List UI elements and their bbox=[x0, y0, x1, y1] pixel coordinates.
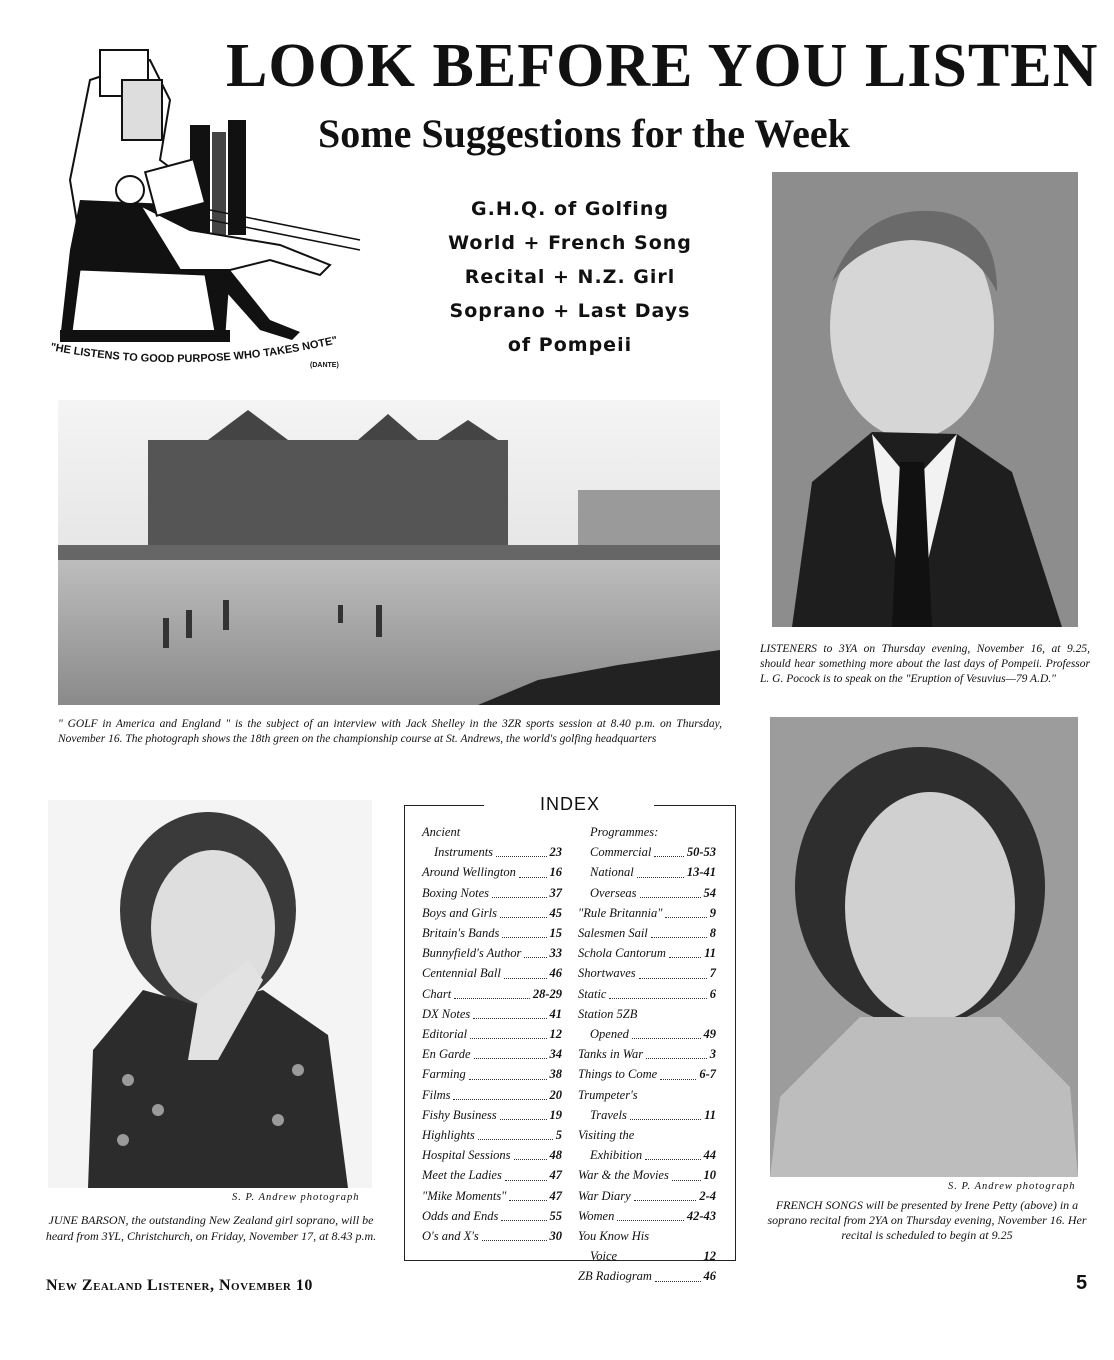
svg-text:"HE LISTENS TO GOOD PURPOSE WH bbox=[49, 334, 338, 365]
index-entry-label: Overseas bbox=[590, 885, 637, 900]
index-entry-label: Women bbox=[578, 1208, 615, 1223]
index-dot-leader bbox=[645, 1145, 700, 1160]
index-entry-page: 34 bbox=[549, 1047, 562, 1062]
index-entry-page: 38 bbox=[549, 1067, 562, 1082]
index-entry-page: 46 bbox=[549, 966, 562, 981]
index-entry-page: 45 bbox=[549, 905, 562, 920]
index-entry bbox=[422, 842, 562, 862]
index-entry-label: "Rule Britannia" bbox=[578, 905, 663, 920]
index-dot-leader bbox=[634, 1186, 697, 1201]
index-entry-label: Tanks in War bbox=[578, 1047, 644, 1062]
index-dot-leader bbox=[482, 1226, 547, 1241]
index-dot-leader bbox=[639, 963, 707, 978]
index-entry-page: 49 bbox=[703, 1027, 716, 1042]
index-entry-page: 11 bbox=[704, 946, 716, 961]
june-barson-photo bbox=[48, 800, 372, 1188]
index-dot-leader bbox=[469, 1064, 547, 1079]
index-entry-label: Fishy Business bbox=[422, 1107, 497, 1122]
irene-photo-credit: S. P. Andrew photograph bbox=[948, 1181, 1076, 1192]
index-dot-leader bbox=[470, 1024, 546, 1039]
index-entry bbox=[578, 1246, 716, 1266]
index-dot-leader bbox=[453, 1085, 546, 1100]
index-entry-label: DX Notes bbox=[422, 1006, 471, 1021]
index-dot-leader bbox=[660, 1064, 696, 1079]
index-entry-label: Editorial bbox=[422, 1027, 468, 1042]
index-entry-page: 13-41 bbox=[686, 865, 716, 880]
irene-caption: FRENCH SONGS will be presented by Irene Petty (above) in a soprano recital from 2YA on Thursday evening, November 16. Her recital is scheduled to begin at 9.25 bbox=[767, 1198, 1087, 1242]
index-entry bbox=[578, 1085, 716, 1105]
page-title: LOOK BEFORE YOU LISTEN bbox=[226, 32, 1099, 100]
index-dot-leader bbox=[505, 1165, 547, 1180]
index-entry bbox=[578, 1145, 716, 1165]
index-entry-label: Boys and Girls bbox=[422, 905, 497, 920]
index-entry bbox=[578, 963, 716, 983]
index-entry-page: 48 bbox=[549, 1148, 562, 1163]
index-entry-label: Britain's Bands bbox=[422, 926, 500, 941]
page-number: 5 bbox=[1076, 1272, 1088, 1294]
professor-photo-art bbox=[772, 172, 1078, 627]
index-entry-label: Boxing Notes bbox=[422, 885, 490, 900]
index-dot-leader bbox=[514, 1145, 547, 1160]
index-dot-leader bbox=[524, 943, 546, 958]
index-entry-label: Static bbox=[578, 986, 607, 1001]
teaser-line: Recital + N.Z. Girl bbox=[464, 266, 676, 288]
index-entry-label: "Mike Moments" bbox=[422, 1188, 507, 1203]
index-dot-leader bbox=[609, 984, 706, 999]
index-entry-label: Bunnyfield's Author bbox=[422, 946, 522, 961]
index-entry bbox=[578, 1105, 716, 1125]
index-entry-page: 47 bbox=[549, 1168, 562, 1183]
index-entry bbox=[578, 1064, 716, 1084]
index-dot-leader bbox=[500, 1105, 547, 1120]
index-column-left bbox=[422, 822, 562, 1246]
index-dot-leader bbox=[502, 923, 546, 938]
index-entry bbox=[422, 1125, 562, 1145]
cartoon-quote bbox=[44, 330, 374, 390]
teaser-block bbox=[440, 192, 700, 362]
index-entry bbox=[578, 903, 716, 923]
index-entry bbox=[578, 943, 716, 963]
index-entry bbox=[578, 1125, 716, 1145]
index-entry-label: Exhibition bbox=[590, 1148, 643, 1163]
index-entry-label: ZB Radiogram bbox=[578, 1269, 652, 1284]
index-entry-label: Visiting the bbox=[578, 1128, 635, 1143]
index-entry bbox=[422, 1186, 562, 1206]
index-entry-page: 41 bbox=[549, 1006, 562, 1021]
index-entry-page: 12 bbox=[549, 1027, 562, 1042]
index-dot-leader bbox=[632, 1024, 701, 1039]
index-entry-label: Farming bbox=[422, 1067, 466, 1082]
index-entry bbox=[422, 984, 562, 1004]
teaser-line: World + French Song bbox=[448, 232, 692, 254]
index-dot-leader bbox=[646, 1044, 707, 1059]
index-entry-label: En Garde bbox=[422, 1047, 471, 1062]
index-entry bbox=[578, 1186, 716, 1206]
index-dot-leader bbox=[655, 1266, 701, 1281]
cartoon-quote-curve bbox=[44, 330, 374, 390]
index-entry bbox=[578, 1206, 716, 1226]
index-dot-leader bbox=[637, 862, 684, 877]
index-dot-leader bbox=[504, 963, 547, 978]
index-entry bbox=[422, 1064, 562, 1084]
index-dot-leader bbox=[501, 1206, 546, 1221]
index-entry bbox=[578, 883, 716, 903]
index-entry-page: 47 bbox=[549, 1188, 562, 1203]
index-entry-label: Highlights bbox=[422, 1128, 475, 1143]
index-entry bbox=[422, 963, 562, 983]
index-entry-label: Things to Come bbox=[578, 1067, 658, 1082]
index-entry-page: 55 bbox=[549, 1208, 562, 1223]
quote-attribution: (DANTE) bbox=[310, 362, 339, 369]
index-entry-label: Films bbox=[422, 1087, 451, 1102]
index-entry-label: Meet the Ladies bbox=[422, 1168, 502, 1183]
golf-photo-art bbox=[58, 400, 720, 705]
index-entry bbox=[578, 1004, 716, 1024]
index-entry-page: 30 bbox=[549, 1229, 562, 1244]
index-entry-page: 54 bbox=[703, 885, 716, 900]
index-dot-leader bbox=[519, 862, 547, 877]
index-entry bbox=[422, 1044, 562, 1064]
index-entry-page: 11 bbox=[704, 1107, 716, 1122]
index-entry-label: Schola Cantorum bbox=[578, 946, 666, 961]
index-dot-leader bbox=[474, 1044, 547, 1059]
index-entry-label: Trumpeter's bbox=[578, 1087, 638, 1102]
index-dot-leader bbox=[454, 984, 530, 999]
index-entry-page: 23 bbox=[549, 845, 562, 860]
index-entry-page: 46 bbox=[703, 1269, 716, 1284]
index-entry bbox=[578, 984, 716, 1004]
quote-text: "HE LISTENS TO GOOD PURPOSE WHO TAKES NOTE" bbox=[49, 334, 339, 366]
index-entry-page: 7 bbox=[709, 966, 716, 981]
index-entry bbox=[578, 1165, 716, 1185]
page-subtitle: Some Suggestions for the Week bbox=[318, 111, 850, 156]
index-entry-page: 37 bbox=[549, 885, 562, 900]
index-entry-page: 50-53 bbox=[686, 845, 716, 860]
index-entry-page: 19 bbox=[549, 1107, 562, 1122]
index-dot-leader bbox=[672, 1165, 701, 1180]
index-entry bbox=[422, 1085, 562, 1105]
index-dot-leader bbox=[651, 923, 707, 938]
index-entry bbox=[578, 1024, 716, 1044]
golf-caption: " GOLF in America and England " is the subject of an interview with Jack Shelley in the 3ZR sports session at 8.40 p.m. on Thursday, November 16. The photograph shows the 18th green on the championship course at St. Andrews, the world's golfing headquarters bbox=[58, 718, 722, 745]
index-entry-page: 20 bbox=[549, 1087, 562, 1102]
index-entry bbox=[422, 1145, 562, 1165]
irene-petty-photo bbox=[770, 717, 1078, 1177]
index-entry-label: Ancient bbox=[422, 825, 461, 839]
index-entry bbox=[578, 862, 716, 882]
index-title: INDEX bbox=[539, 794, 600, 814]
index-entry-label: Around Wellington bbox=[422, 865, 516, 880]
professor-caption: LISTENERS to 3YA on Thursday evening, November 16, at 9.25, should hear something more about the last days of Pompeii. Professor L. G. Pocock is to speak on the "Eruption of Vesuvius—79 A.D." bbox=[760, 643, 1090, 685]
june-photo-credit: S. P. Andrew photograph bbox=[232, 1192, 360, 1203]
index-entry bbox=[422, 1206, 562, 1226]
index-entry bbox=[422, 1226, 562, 1246]
index-entry-label: Travels bbox=[590, 1107, 627, 1122]
index-entry bbox=[578, 923, 716, 943]
index-entry bbox=[422, 1024, 562, 1044]
index-dot-leader bbox=[640, 883, 701, 898]
index-entry-page: 6-7 bbox=[699, 1067, 716, 1082]
index-entry bbox=[578, 822, 716, 842]
index-entry bbox=[578, 1266, 716, 1286]
june-photo-art bbox=[48, 800, 372, 1188]
index-dot-leader bbox=[665, 903, 706, 918]
index-entry-page: 10 bbox=[703, 1168, 716, 1183]
teaser-line: Soprano + Last Days bbox=[449, 300, 691, 322]
index-entry-label: O's and X's bbox=[422, 1229, 479, 1244]
index-entry bbox=[422, 883, 562, 903]
index-entry-label: Shortwaves bbox=[578, 966, 636, 981]
index-entry bbox=[422, 1004, 562, 1024]
index-dot-leader bbox=[630, 1105, 701, 1120]
index-entry-label: Instruments bbox=[434, 845, 494, 860]
index-entry-page: 3 bbox=[709, 1047, 716, 1062]
professor-portrait-photo bbox=[772, 172, 1078, 627]
index-dot-leader bbox=[478, 1125, 553, 1140]
index-entry-label: Programmes: bbox=[590, 825, 659, 839]
index-dot-leader bbox=[473, 1004, 546, 1019]
index-entry bbox=[422, 1165, 562, 1185]
index-entry bbox=[422, 923, 562, 943]
index-dot-leader bbox=[492, 883, 546, 898]
index-entry-label: Commercial bbox=[590, 845, 652, 860]
index-dot-leader bbox=[500, 903, 547, 918]
index-entry-page: 15 bbox=[549, 926, 562, 941]
index-entry-label: Salesmen Sail bbox=[578, 926, 648, 941]
teaser-line: of Pompeii bbox=[507, 334, 633, 356]
index-entry-label: Voice bbox=[590, 1249, 618, 1264]
index-entry-label: Centennial Ball bbox=[422, 966, 501, 981]
publication-footer: New Zealand Listener, November 10 bbox=[46, 1277, 313, 1294]
index-dot-leader bbox=[654, 842, 683, 857]
index-entry-label: Hospital Sessions bbox=[422, 1148, 511, 1163]
index-entry bbox=[422, 862, 562, 882]
index-dot-leader bbox=[620, 1246, 700, 1261]
index-entry bbox=[422, 822, 562, 842]
index-entry-page: 33 bbox=[549, 946, 562, 961]
index-entry-page: 9 bbox=[709, 905, 716, 920]
teaser-line: G.H.Q. of Golfing bbox=[471, 198, 669, 220]
index-entry-label: War & the Movies bbox=[578, 1168, 669, 1183]
index-entry-page: 2-4 bbox=[699, 1188, 716, 1203]
index-entry-page: 12 bbox=[703, 1249, 716, 1264]
index-entry-page: 44 bbox=[703, 1148, 716, 1163]
index-entry-label: Opened bbox=[590, 1027, 629, 1042]
index-entry-page: 16 bbox=[549, 865, 562, 880]
golf-clubhouse-photo bbox=[58, 400, 720, 705]
index-dot-leader bbox=[669, 943, 701, 958]
index-entry bbox=[578, 1226, 716, 1246]
index-entry-page: 42-43 bbox=[686, 1208, 716, 1223]
index-column-right bbox=[578, 822, 716, 1287]
index-entry-label: Chart bbox=[422, 986, 452, 1001]
index-entry bbox=[578, 1044, 716, 1064]
index-entry-page: 5 bbox=[555, 1128, 562, 1143]
index-entry-label: War Diary bbox=[578, 1188, 631, 1203]
index-entry-page: 8 bbox=[709, 926, 716, 941]
index-dot-leader bbox=[617, 1206, 683, 1221]
index-dot-leader bbox=[496, 842, 546, 857]
index-entry-label: Odds and Ends bbox=[422, 1208, 499, 1223]
index-entry bbox=[422, 1105, 562, 1125]
index-entry-label: Station 5ZB bbox=[578, 1006, 638, 1021]
irene-photo-art bbox=[770, 717, 1078, 1177]
index-entry-page: 28-29 bbox=[532, 986, 562, 1001]
index-entry bbox=[422, 943, 562, 963]
index-entry bbox=[422, 903, 562, 923]
index-entry-label: You Know His bbox=[578, 1229, 650, 1244]
index-entry bbox=[578, 842, 716, 862]
june-caption: JUNE BARSON, the outstanding New Zealand girl soprano, will be heard from 3YL, Christchurch, on Friday, November 17, at 8.43 p.m. bbox=[45, 1213, 377, 1243]
index-entry-label: National bbox=[590, 865, 634, 880]
index-dot-leader bbox=[509, 1186, 546, 1201]
index-entry-page: 6 bbox=[709, 986, 716, 1001]
